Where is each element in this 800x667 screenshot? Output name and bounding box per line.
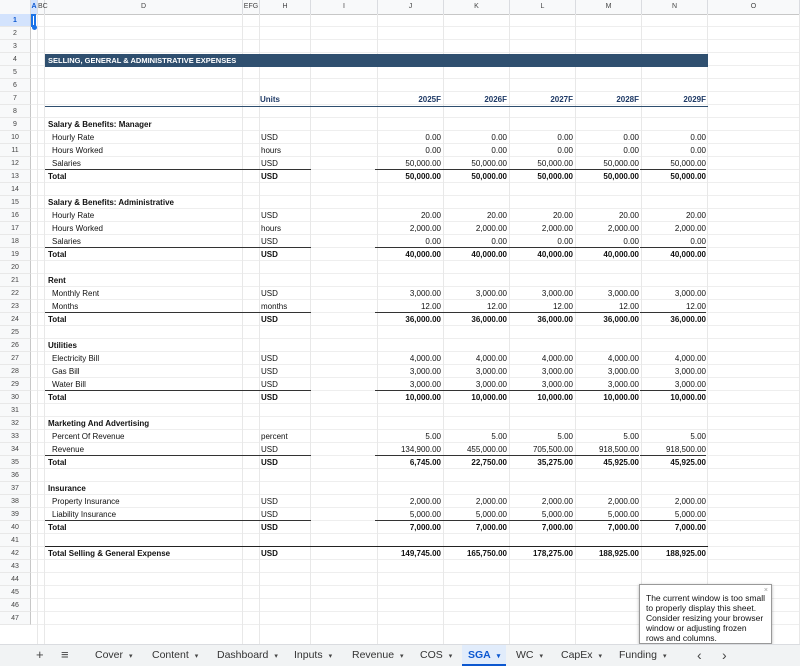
value-cell-2025f[interactable]: 3,000.00 xyxy=(409,367,441,376)
value-cell-2025f[interactable]: 6,745.00 xyxy=(409,458,441,467)
value-cell-2025f[interactable]: 40,000.00 xyxy=(405,250,441,259)
chevron-down-icon[interactable]: ▾ xyxy=(539,653,544,660)
value-cell-2025f[interactable]: 0.00 xyxy=(425,133,441,142)
column-header-d[interactable]: D xyxy=(45,0,243,14)
unit-cell[interactable]: USD xyxy=(261,315,278,324)
value-cell-2027f[interactable]: 2,000.00 xyxy=(541,224,573,233)
value-cell-2029f[interactable]: 3,000.00 xyxy=(674,367,706,376)
row-header-16[interactable]: 16 xyxy=(0,209,31,222)
value-cell-2027f[interactable]: 10,000.00 xyxy=(537,393,573,402)
value-cell-2029f[interactable]: 10,000.00 xyxy=(670,393,706,402)
value-cell-2027f[interactable]: 40,000.00 xyxy=(537,250,573,259)
gridline-column xyxy=(44,14,45,644)
row-header-27[interactable]: 27 xyxy=(0,352,31,365)
unit-cell[interactable]: USD xyxy=(261,354,278,363)
row-header-37[interactable]: 37 xyxy=(0,482,31,495)
row-header-39[interactable]: 39 xyxy=(0,508,31,521)
value-cell-2026f[interactable]: 10,000.00 xyxy=(471,393,507,402)
value-cell-2028f[interactable]: 3,000.00 xyxy=(607,380,639,389)
row-label-property-insurance[interactable]: Property Insurance xyxy=(52,497,120,506)
row-label-total[interactable]: Total xyxy=(48,315,67,324)
value-cell-2027f[interactable]: 0.00 xyxy=(557,133,573,142)
unit-cell[interactable]: hours xyxy=(261,146,282,155)
gridline-row xyxy=(31,78,800,79)
row-label-total[interactable]: Total xyxy=(48,250,67,259)
row-header-44[interactable]: 44 xyxy=(0,573,31,586)
row-header-19[interactable]: 19 xyxy=(0,248,31,261)
sheet-tab-label: Dashboard xyxy=(217,649,269,661)
sheet-tab-label: CapEx xyxy=(561,649,593,661)
row-header-18[interactable]: 18 xyxy=(0,235,31,248)
unit-cell[interactable]: USD xyxy=(261,393,278,402)
value-cell-2029f[interactable]: 5.00 xyxy=(690,432,706,441)
gridline-row xyxy=(31,91,800,92)
gridline-column xyxy=(310,14,311,644)
row-header-8[interactable]: 8 xyxy=(0,105,31,118)
unit-cell[interactable]: USD xyxy=(261,380,278,389)
value-cell-2025f[interactable]: 50,000.00 xyxy=(405,172,441,181)
row-label-monthly-rent[interactable]: Monthly Rent xyxy=(52,289,100,298)
value-cell-2027f[interactable]: 3,000.00 xyxy=(541,380,573,389)
value-cell-2029f[interactable]: 40,000.00 xyxy=(670,250,706,259)
chevron-down-icon[interactable]: ▾ xyxy=(448,653,453,660)
row-label-gas-bill[interactable]: Gas Bill xyxy=(52,367,80,376)
unit-cell[interactable]: USD xyxy=(261,237,278,246)
value-cell-2025f[interactable]: 149,745.00 xyxy=(400,549,441,558)
toast-message: The current window is too small to properly display this sheet. Consider resizing your browser window or adjusting frozen rows and columns. xyxy=(646,593,766,643)
row-header-12[interactable]: 12 xyxy=(0,157,31,170)
unit-cell[interactable]: USD xyxy=(261,250,278,259)
sheet-tab-wc[interactable] xyxy=(510,645,549,666)
unit-cell[interactable]: USD xyxy=(261,458,278,467)
value-cell-2025f[interactable]: 2,000.00 xyxy=(409,224,441,233)
row-header-3[interactable]: 3 xyxy=(0,40,31,53)
row-header-9[interactable]: 9 xyxy=(0,118,31,131)
value-cell-2028f[interactable]: 5,000.00 xyxy=(607,510,639,519)
unit-cell[interactable]: USD xyxy=(261,172,278,181)
all-sheets-menu-icon[interactable]: ≡ xyxy=(61,647,69,662)
value-cell-2029f[interactable]: 36,000.00 xyxy=(670,315,706,324)
row-header-20[interactable]: 20 xyxy=(0,261,31,274)
select-all-corner[interactable] xyxy=(0,0,31,14)
value-cell-2026f[interactable]: 40,000.00 xyxy=(471,250,507,259)
value-cell-2026f[interactable]: 36,000.00 xyxy=(471,315,507,324)
value-cell-2028f[interactable]: 2,000.00 xyxy=(607,224,639,233)
column-header-k[interactable]: K xyxy=(444,0,510,14)
row-header-14[interactable]: 14 xyxy=(0,183,31,196)
value-cell-2029f[interactable]: 0.00 xyxy=(690,146,706,155)
sheet-tab-label: Inputs xyxy=(294,649,323,661)
row-header-1[interactable]: 1 xyxy=(0,14,31,27)
row-header-13[interactable]: 13 xyxy=(0,170,31,183)
gridline-column xyxy=(575,14,576,644)
value-cell-2029f[interactable]: 7,000.00 xyxy=(674,523,706,532)
row-header-35[interactable]: 35 xyxy=(0,456,31,469)
column-header-a[interactable]: A xyxy=(31,0,38,14)
value-cell-2029f[interactable]: 0.00 xyxy=(690,237,706,246)
column-header-l[interactable]: L xyxy=(510,0,576,14)
chevron-down-icon[interactable]: ▾ xyxy=(328,653,333,660)
value-cell-2028f[interactable]: 45,925.00 xyxy=(603,458,639,467)
chevron-down-icon[interactable]: ▾ xyxy=(662,653,667,660)
value-cell-2029f[interactable]: 20.00 xyxy=(685,211,706,220)
sheet-tab-inputs[interactable] xyxy=(288,645,338,666)
row-header-26[interactable]: 26 xyxy=(0,339,31,352)
value-cell-2026f[interactable]: 5.00 xyxy=(491,432,507,441)
chevron-down-icon[interactable]: ▾ xyxy=(194,653,199,660)
gridline-row xyxy=(31,572,800,573)
row-header-31[interactable]: 31 xyxy=(0,404,31,417)
value-cell-2029f[interactable]: 45,925.00 xyxy=(670,458,706,467)
value-cell-2029f[interactable]: 5,000.00 xyxy=(674,510,706,519)
unit-cell[interactable]: USD xyxy=(261,211,278,220)
value-cell-2026f[interactable]: 3,000.00 xyxy=(475,289,507,298)
value-cell-2025f[interactable]: 5,000.00 xyxy=(409,510,441,519)
value-cell-2026f[interactable]: 455,000.00 xyxy=(466,445,507,454)
gridline-row xyxy=(31,39,800,40)
value-cell-2028f[interactable]: 50,000.00 xyxy=(603,172,639,181)
row-header-38[interactable]: 38 xyxy=(0,495,31,508)
row-header-21[interactable]: 21 xyxy=(0,274,31,287)
sheet-tab-cover[interactable] xyxy=(89,645,139,666)
value-cell-2026f[interactable]: 0.00 xyxy=(491,133,507,142)
value-cell-2029f[interactable]: 50,000.00 xyxy=(670,172,706,181)
row-header-46[interactable]: 46 xyxy=(0,599,31,612)
value-cell-2025f[interactable]: 3,000.00 xyxy=(409,289,441,298)
value-cell-2028f[interactable]: 7,000.00 xyxy=(607,523,639,532)
row-label-months[interactable]: Months xyxy=(52,302,79,311)
section-heading-salary-benefits-administrative[interactable]: Salary & Benefits: Administrative xyxy=(48,198,174,207)
value-cell-2026f[interactable]: 2,000.00 xyxy=(475,224,507,233)
gridline-column xyxy=(443,14,444,644)
column-header-efg[interactable]: EFG xyxy=(243,0,260,14)
row-header-6[interactable]: 6 xyxy=(0,79,31,92)
value-cell-2028f[interactable]: 2,000.00 xyxy=(607,497,639,506)
value-cell-2028f[interactable]: 5.00 xyxy=(623,432,639,441)
unit-cell[interactable]: USD xyxy=(261,510,278,519)
row-header-15[interactable]: 15 xyxy=(0,196,31,209)
value-cell-2026f[interactable]: 20.00 xyxy=(486,211,507,220)
value-cell-2029f[interactable]: 918,500.00 xyxy=(665,445,706,454)
gridline-column xyxy=(641,14,642,644)
row-header-29[interactable]: 29 xyxy=(0,378,31,391)
add-sheet-icon[interactable]: + xyxy=(36,647,44,662)
gridline-column xyxy=(377,14,378,644)
value-cell-2025f[interactable]: 0.00 xyxy=(425,146,441,155)
column-header-o[interactable]: O xyxy=(708,0,800,14)
grand-total-rule xyxy=(45,546,708,547)
row-label-hourly-rate[interactable]: Hourly Rate xyxy=(52,133,95,142)
unit-cell[interactable]: USD xyxy=(261,289,278,298)
row-label-percent-of-revenue[interactable]: Percent Of Revenue xyxy=(52,432,125,441)
row-header-2[interactable]: 2 xyxy=(0,27,31,40)
row-header-30[interactable]: 30 xyxy=(0,391,31,404)
gridline-row xyxy=(31,273,800,274)
value-cell-2029f[interactable]: 188,925.00 xyxy=(665,549,706,558)
row-header-47[interactable]: 47 xyxy=(0,612,31,625)
row-label-revenue[interactable]: Revenue xyxy=(52,445,85,454)
value-cell-2029f[interactable]: 4,000.00 xyxy=(674,354,706,363)
value-cell-2029f[interactable]: 3,000.00 xyxy=(674,380,706,389)
unit-cell[interactable]: USD xyxy=(261,549,278,558)
sheet-tab-revenue[interactable] xyxy=(346,645,410,666)
row-header-25[interactable]: 25 xyxy=(0,326,31,339)
section-heading-marketing-and-advertising[interactable]: Marketing And Advertising xyxy=(48,419,150,428)
value-cell-2027f[interactable]: 705,500.00 xyxy=(532,445,573,454)
value-cell-2026f[interactable]: 2,000.00 xyxy=(475,497,507,506)
sheet-tab-cos[interactable] xyxy=(414,645,458,666)
value-cell-2029f[interactable]: 12.00 xyxy=(685,302,706,311)
year-header-2027f[interactable]: 2027F xyxy=(550,95,573,104)
gridline-column xyxy=(707,14,708,644)
column-header-m[interactable]: M xyxy=(576,0,642,14)
row-label-salaries[interactable]: Salaries xyxy=(52,237,81,246)
sheet-tab-label: Revenue xyxy=(352,649,395,661)
section-heading-insurance[interactable]: Insurance xyxy=(48,484,86,493)
value-cell-2027f[interactable]: 35,275.00 xyxy=(537,458,573,467)
value-cell-2028f[interactable]: 0.00 xyxy=(623,237,639,246)
value-cell-2025f[interactable]: 50,000.00 xyxy=(405,159,441,168)
year-header-2026f[interactable]: 2026F xyxy=(484,95,507,104)
row-header-28[interactable]: 28 xyxy=(0,365,31,378)
value-cell-2026f[interactable]: 0.00 xyxy=(491,146,507,155)
value-cell-2027f[interactable]: 7,000.00 xyxy=(541,523,573,532)
unit-cell[interactable]: months xyxy=(261,302,288,311)
value-cell-2029f[interactable]: 3,000.00 xyxy=(674,289,706,298)
row-label-total[interactable]: Total xyxy=(48,458,67,467)
header-underline xyxy=(45,106,708,107)
gridline-column xyxy=(37,14,38,644)
value-cell-2029f[interactable]: 2,000.00 xyxy=(674,224,706,233)
selection-fill-handle[interactable] xyxy=(32,25,37,30)
sheet-tab-label: SGA xyxy=(468,649,491,661)
row-label-salaries[interactable]: Salaries xyxy=(52,159,81,168)
value-cell-2025f[interactable]: 0.00 xyxy=(425,237,441,246)
value-cell-2026f[interactable]: 4,000.00 xyxy=(475,354,507,363)
row-header-43[interactable]: 43 xyxy=(0,560,31,573)
gridline-column xyxy=(509,14,510,644)
column-header-n[interactable]: N xyxy=(642,0,708,14)
value-cell-2027f[interactable]: 50,000.00 xyxy=(537,172,573,181)
row-header-22[interactable]: 22 xyxy=(0,287,31,300)
value-cell-2026f[interactable]: 50,000.00 xyxy=(471,159,507,168)
row-header-45[interactable]: 45 xyxy=(0,586,31,599)
value-cell-2026f[interactable]: 0.00 xyxy=(491,237,507,246)
unit-cell[interactable]: USD xyxy=(261,159,278,168)
chevron-down-icon[interactable]: ▾ xyxy=(274,653,278,660)
gridline-row xyxy=(31,52,800,53)
row-header-36[interactable]: 36 xyxy=(0,469,31,482)
value-cell-2025f[interactable]: 36,000.00 xyxy=(405,315,441,324)
gridline-column xyxy=(259,14,260,644)
value-cell-2027f[interactable]: 178,275.00 xyxy=(532,549,573,558)
value-cell-2028f[interactable]: 0.00 xyxy=(623,146,639,155)
value-cell-2025f[interactable]: 10,000.00 xyxy=(405,393,441,402)
value-cell-2028f[interactable]: 20.00 xyxy=(618,211,639,220)
sheet-tab-content[interactable] xyxy=(146,645,204,666)
value-cell-2028f[interactable]: 4,000.00 xyxy=(607,354,639,363)
value-cell-2027f[interactable]: 0.00 xyxy=(557,146,573,155)
row-header-7[interactable]: 7 xyxy=(0,92,31,105)
column-header-h[interactable]: H xyxy=(260,0,311,14)
row-header-17[interactable]: 17 xyxy=(0,222,31,235)
unit-cell[interactable]: percent xyxy=(261,432,288,441)
units-header[interactable]: Units xyxy=(260,95,280,104)
column-header-j[interactable]: J xyxy=(378,0,444,14)
column-header-bar xyxy=(0,0,800,15)
value-cell-2028f[interactable]: 3,000.00 xyxy=(607,289,639,298)
row-label-hours-worked[interactable]: Hours Worked xyxy=(52,146,103,155)
value-cell-2026f[interactable]: 7,000.00 xyxy=(475,523,507,532)
value-cell-2029f[interactable]: 0.00 xyxy=(690,133,706,142)
section-heading-rent[interactable]: Rent xyxy=(48,276,66,285)
sheet-tab-bar xyxy=(0,644,800,666)
year-header-2025f[interactable]: 2025F xyxy=(418,95,441,104)
year-header-2029f[interactable]: 2029F xyxy=(683,95,706,104)
section-heading-utilities[interactable]: Utilities xyxy=(48,341,77,350)
toast-close-icon[interactable]: × xyxy=(763,587,768,594)
value-cell-2027f[interactable]: 50,000.00 xyxy=(537,159,573,168)
row-header-23[interactable]: 23 xyxy=(0,300,31,313)
scroll-tabs-left-icon[interactable]: ‹ xyxy=(697,647,702,663)
sheet-tab-label: Content xyxy=(152,649,189,661)
scroll-tabs-right-icon[interactable]: › xyxy=(722,647,727,663)
section-heading-salary-benefits-manager[interactable]: Salary & Benefits: Manager xyxy=(48,120,152,129)
value-cell-2028f[interactable]: 40,000.00 xyxy=(603,250,639,259)
row-header-11[interactable]: 11 xyxy=(0,144,31,157)
gridline-row xyxy=(31,26,800,27)
value-cell-2029f[interactable]: 2,000.00 xyxy=(674,497,706,506)
sheet-title-banner[interactable]: SELLING, GENERAL & ADMINISTRATIVE EXPENSES xyxy=(45,54,708,67)
value-cell-2028f[interactable]: 12.00 xyxy=(618,302,639,311)
value-cell-2025f[interactable]: 12.00 xyxy=(420,302,441,311)
value-cell-2028f[interactable]: 10,000.00 xyxy=(603,393,639,402)
value-cell-2027f[interactable]: 5.00 xyxy=(557,432,573,441)
sheet-tab-capex[interactable] xyxy=(555,645,608,666)
unit-cell[interactable]: USD xyxy=(261,367,278,376)
unit-cell[interactable]: USD xyxy=(261,497,278,506)
sheet-tab-label: Funding xyxy=(619,649,657,661)
value-cell-2025f[interactable]: 134,900.00 xyxy=(400,445,441,454)
value-cell-2026f[interactable]: 165,750.00 xyxy=(466,549,507,558)
chevron-down-icon[interactable]: ▾ xyxy=(496,653,501,660)
row-label-hourly-rate[interactable]: Hourly Rate xyxy=(52,211,95,220)
value-cell-2025f[interactable]: 20.00 xyxy=(420,211,441,220)
value-cell-2027f[interactable]: 3,000.00 xyxy=(541,289,573,298)
row-label-electricity-bill[interactable]: Electricity Bill xyxy=(52,354,100,363)
sheet-tab-label: WC xyxy=(516,649,534,661)
row-label-total[interactable]: Total xyxy=(48,523,67,532)
value-cell-2025f[interactable]: 3,000.00 xyxy=(409,380,441,389)
value-cell-2025f[interactable]: 2,000.00 xyxy=(409,497,441,506)
row-header-34[interactable]: 34 xyxy=(0,443,31,456)
value-cell-2028f[interactable]: 918,500.00 xyxy=(598,445,639,454)
row-label-hours-worked[interactable]: Hours Worked xyxy=(52,224,103,233)
value-cell-2026f[interactable]: 3,000.00 xyxy=(475,380,507,389)
value-cell-2028f[interactable]: 0.00 xyxy=(623,133,639,142)
value-cell-2029f[interactable]: 50,000.00 xyxy=(670,159,706,168)
gridline-column xyxy=(242,14,243,644)
sheet-tab-label: Cover xyxy=(95,649,124,661)
row-label-total-selling-general-expense[interactable]: Total Selling & General Expense xyxy=(48,549,171,558)
value-cell-2026f[interactable]: 22,750.00 xyxy=(471,458,507,467)
row-header-4[interactable]: 4 xyxy=(0,53,31,66)
value-cell-2025f[interactable]: 5.00 xyxy=(425,432,441,441)
row-header-32[interactable]: 32 xyxy=(0,417,31,430)
value-cell-2026f[interactable]: 50,000.00 xyxy=(471,172,507,181)
chevron-down-icon[interactable]: ▾ xyxy=(129,653,133,660)
value-cell-2026f[interactable]: 12.00 xyxy=(486,302,507,311)
value-cell-2027f[interactable]: 5,000.00 xyxy=(541,510,573,519)
value-cell-2028f[interactable]: 50,000.00 xyxy=(603,159,639,168)
row-header-33[interactable]: 33 xyxy=(0,430,31,443)
value-cell-2028f[interactable]: 3,000.00 xyxy=(607,367,639,376)
value-cell-2025f[interactable]: 7,000.00 xyxy=(409,523,441,532)
row-label-total[interactable]: Total xyxy=(48,393,67,402)
value-cell-2027f[interactable]: 20.00 xyxy=(552,211,573,220)
value-cell-2027f[interactable]: 2,000.00 xyxy=(541,497,573,506)
unit-cell[interactable]: USD xyxy=(261,523,278,532)
gridline-row xyxy=(31,481,800,482)
value-cell-2026f[interactable]: 5,000.00 xyxy=(475,510,507,519)
row-header-5[interactable]: 5 xyxy=(0,66,31,79)
row-header-40[interactable]: 40 xyxy=(0,521,31,534)
column-header-i[interactable]: I xyxy=(311,0,378,14)
row-label-liability-insurance[interactable]: Liability Insurance xyxy=(52,510,117,519)
gridline-row xyxy=(31,338,800,339)
sheet-tab-sga[interactable] xyxy=(462,645,506,666)
value-cell-2028f[interactable]: 36,000.00 xyxy=(603,315,639,324)
row-header-10[interactable]: 10 xyxy=(0,131,31,144)
sheet-tab-funding[interactable] xyxy=(613,645,672,666)
value-cell-2027f[interactable]: 4,000.00 xyxy=(541,354,573,363)
row-header-24[interactable]: 24 xyxy=(0,313,31,326)
window-too-small-toast xyxy=(639,584,772,644)
value-cell-2028f[interactable]: 188,925.00 xyxy=(598,549,639,558)
sheet-tab-dashboard[interactable] xyxy=(211,645,284,666)
row-header-42[interactable]: 42 xyxy=(0,547,31,560)
sheet-tab-label: COS xyxy=(420,649,443,661)
row-label-total[interactable]: Total xyxy=(48,172,67,181)
column-header-bc[interactable]: BC xyxy=(38,0,45,14)
unit-cell[interactable]: hours xyxy=(261,224,282,233)
unit-cell[interactable]: USD xyxy=(261,445,278,454)
value-cell-2027f[interactable]: 0.00 xyxy=(557,237,573,246)
value-cell-2027f[interactable]: 12.00 xyxy=(552,302,573,311)
row-header-41[interactable]: 41 xyxy=(0,534,31,547)
chevron-down-icon[interactable]: ▾ xyxy=(598,653,603,660)
chevron-down-icon[interactable]: ▾ xyxy=(400,653,404,660)
row-label-water-bill[interactable]: Water Bill xyxy=(52,380,86,389)
year-header-2028f[interactable]: 2028F xyxy=(616,95,639,104)
unit-cell[interactable]: USD xyxy=(261,133,278,142)
value-cell-2027f[interactable]: 36,000.00 xyxy=(537,315,573,324)
value-cell-2026f[interactable]: 3,000.00 xyxy=(475,367,507,376)
value-cell-2025f[interactable]: 4,000.00 xyxy=(409,354,441,363)
value-cell-2027f[interactable]: 3,000.00 xyxy=(541,367,573,376)
